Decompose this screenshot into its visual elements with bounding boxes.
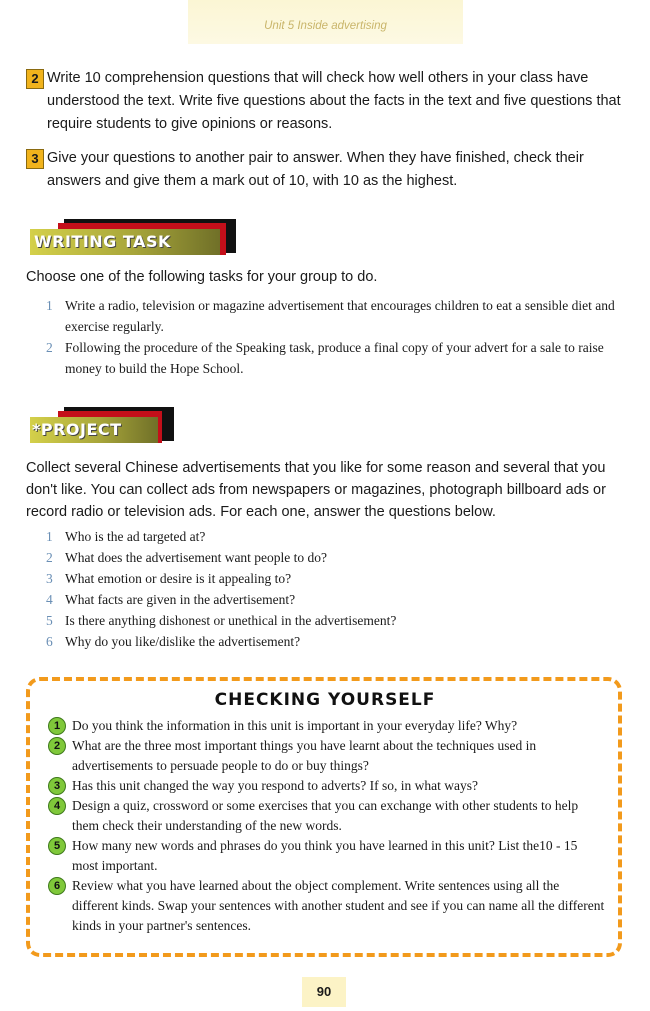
project-heading: *PROJECT (30, 417, 158, 443)
checklist-item (50, 836, 605, 876)
step-2 (26, 67, 626, 136)
item-number: 1 (46, 529, 53, 544)
unit-header-band (188, 0, 463, 44)
list-item (46, 568, 630, 589)
writing-task-list (46, 295, 630, 379)
project-question-list (46, 526, 630, 652)
page-number: 90 (302, 977, 346, 1007)
list-item (46, 610, 630, 631)
item-text: Review what you have learned about the object complement. Write sentences using all the different kinds. Swap your sentences with another student and see if you can name all the different kinds in your partner's sentences. (72, 878, 605, 933)
list-item (46, 526, 630, 547)
step-number-badge: 3 (26, 149, 44, 169)
item-text: How many new words and phrases do you think you have learned in this unit? List the10 - 15 most important. (72, 838, 578, 873)
unit-title: Unit 5 Inside advertising (264, 20, 387, 32)
green-number-badge: 4 (48, 797, 66, 815)
item-text: What facts are given in the advertisement? (65, 592, 296, 607)
checking-yourself-list (50, 716, 605, 936)
item-number: 2 (46, 550, 53, 565)
item-text: What are the three most important things you have learnt about the techniques used in advertisements to persuade people to do or buy things? (72, 738, 537, 773)
list-item (46, 337, 630, 379)
item-text: What does the advertisement want people to do? (65, 550, 328, 565)
checklist-item (50, 796, 605, 836)
list-item (46, 589, 630, 610)
writing-task-intro: Choose one of the following tasks for your group to do. (26, 269, 378, 285)
green-number-badge: 2 (48, 737, 66, 755)
item-text: Do you think the information in this unit is important in your everyday life? Why? (72, 718, 518, 733)
item-text: Who is the ad targeted at? (65, 529, 206, 544)
item-text: Why do you like/dislike the advertisement? (65, 634, 301, 649)
checklist-item (50, 876, 605, 936)
green-number-badge: 5 (48, 837, 66, 855)
checklist-item (50, 716, 605, 736)
item-text: Design a quiz, crossword or some exercises that you can exchange with other students to help them check their understanding of the new words. (72, 798, 579, 833)
item-number: 6 (46, 634, 53, 649)
list-item (46, 547, 630, 568)
item-text: Is there anything dishonest or unethical in the advertisement? (65, 613, 397, 628)
step-3 (26, 147, 626, 193)
item-number: 3 (46, 571, 53, 586)
checklist-item (50, 776, 605, 796)
item-text: Following the procedure of the Speaking task, produce a final copy of your advert for a sale to raise money to build the Hope School. (65, 340, 604, 376)
green-number-badge: 1 (48, 717, 66, 735)
item-text: What emotion or desire is it appealing to? (65, 571, 292, 586)
item-text: Has this unit changed the way you respond to adverts? If so, in what ways? (72, 778, 479, 793)
project-intro: Collect several Chinese advertisements that you like for some reason and several that you don't like. You can collect ads from newspapers or magazines, photograph billboard ads or record radio or television ads. For each one, answer the questions below. (26, 460, 606, 520)
step-text: Give your questions to another pair to answer. When they have finished, check their answers and give them a mark out of 10, with 10 as the highest. (47, 150, 584, 189)
item-text: Write a radio, television or magazine advertisement that encourages children to eat a sensible diet and exercise regularly. (65, 298, 615, 334)
item-number: 4 (46, 592, 53, 607)
list-item (46, 631, 630, 652)
item-number: 1 (46, 298, 53, 313)
item-number: 5 (46, 613, 53, 628)
step-number-badge: 2 (26, 69, 44, 89)
checklist-item (50, 736, 605, 776)
writing-task-heading: WRITING TASK (30, 229, 220, 255)
list-item (46, 295, 630, 337)
green-number-badge: 6 (48, 877, 66, 895)
green-number-badge: 3 (48, 777, 66, 795)
item-number: 2 (46, 340, 53, 355)
checking-yourself-title: CHECKING YOURSELF (214, 690, 436, 710)
step-text: Write 10 comprehension questions that will check how well others in your class have understood the text. Write five questions about the facts in the text and five questions that require students to give opinions or reasons. (47, 70, 621, 132)
